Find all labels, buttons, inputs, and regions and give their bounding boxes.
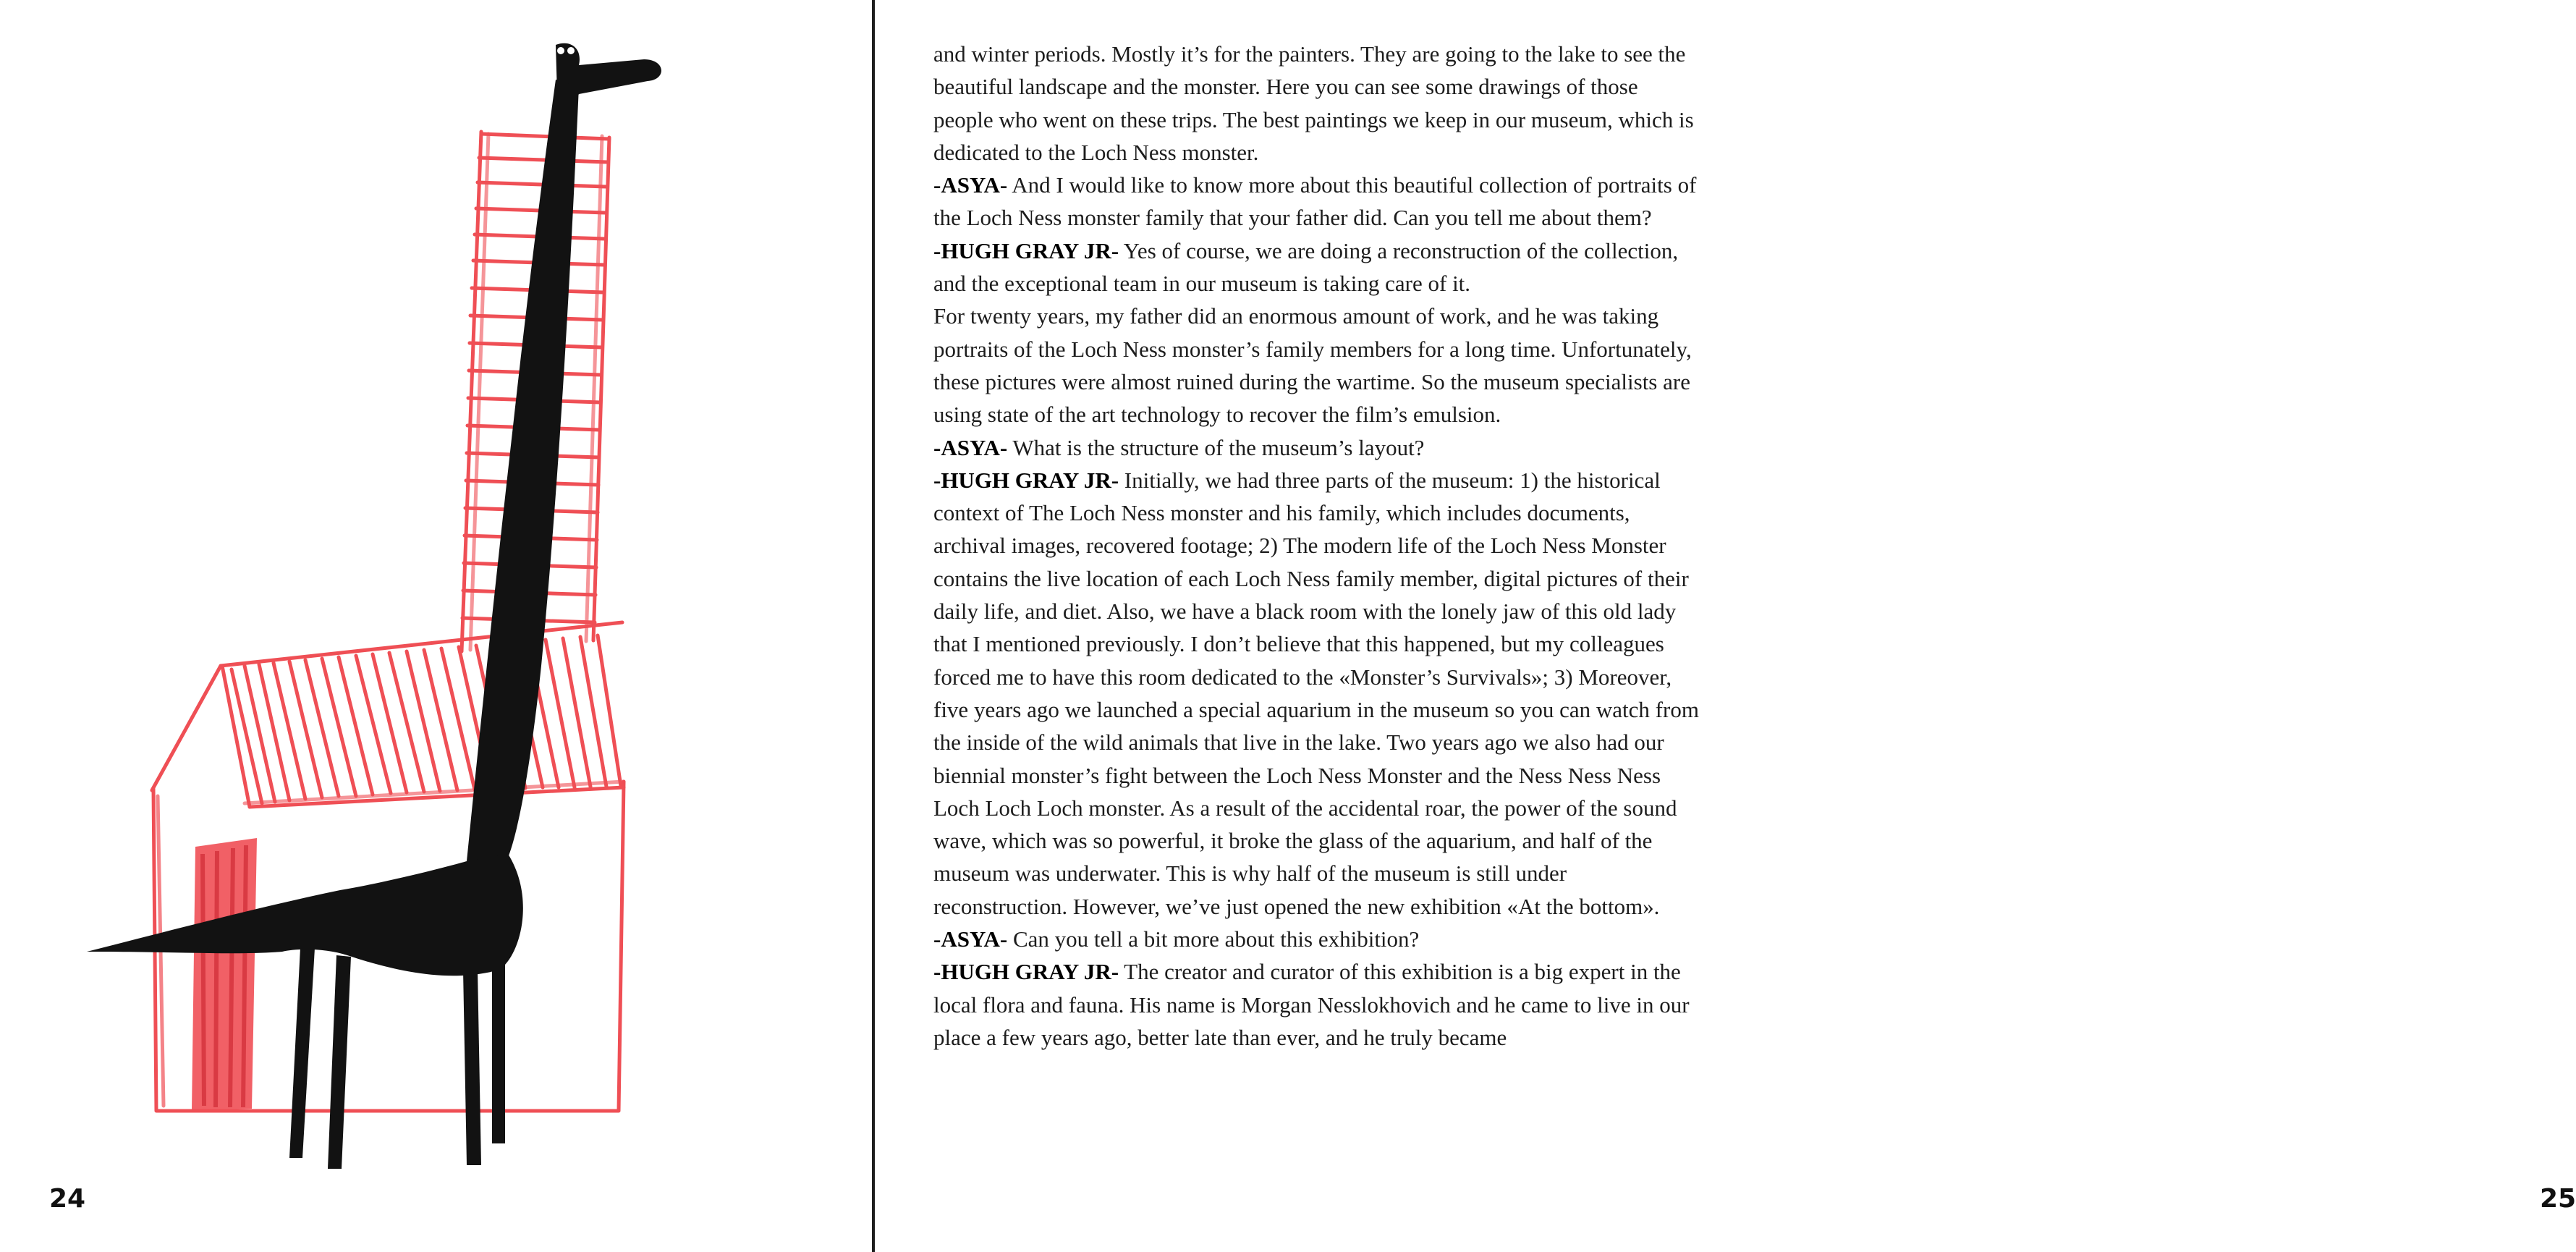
speaker-label-asya: -ASYA- [933, 926, 1008, 952]
speaker-label-hugh-gray: -HUGH GRAY JR- [933, 467, 1119, 493]
question-paragraph [933, 431, 1702, 464]
speaker-label-hugh-gray: -HUGH GRAY JR- [933, 959, 1119, 985]
answer-paragraph [933, 234, 1702, 300]
book-gutter [872, 0, 875, 1252]
question-paragraph [933, 923, 1702, 955]
page-number-left: 24 [49, 1184, 86, 1214]
paragraph-continued: and winter periods. Mostly it’s for the painters. They are going to the lake to see the beautiful landscape and the monster. Here you can see some drawings of those people who went on these trips. The best paintings we keep in our museum, which is dedicated to the Loch Ness monster. [933, 41, 1694, 165]
speaker-label-asya: -ASYA- [933, 434, 1008, 460]
question-paragraph [933, 169, 1702, 234]
answer-text: Initially, we had three parts of the museum: 1) the historical context of The Loch Ness monster and his family, which includes documents, archival images, recovered footage; 2) The modern life of the Loch Ness Monster contains the live location of each Loch Ness family member, digital pictures of their daily life, and diet. Also, we have a black room with the lonely jaw of this old lady that I mentioned previously. I don’t believe that this happened, but my colleagues forced me to have this room dedicated to the «Monster’s Survivals»; 3) Moreover, five years ago we launched a special aquarium in the museum so you can watch from the inside of the wild animals that live in the lake. Two years ago we also had our biennial monster’s fight between the Loch Ness Monster and the Ness Ness Ness Loch Loch Loch monster. As a result of the accidental roar, the power of the sound wave, which was so powerful, it broke the glass of the aquarium, and half of the museum was underwater. This is why half of the museum is still under reconstruction. However, we’ve just opened the new exhibition «At the bottom». [933, 467, 1699, 919]
door-drawing [192, 838, 257, 1110]
answer-paragraph [933, 464, 1702, 923]
answer-paragraph-continued: For twenty years, my father did an enormous amount of work, and he was taking portraits of the Loch Ness monster’s family members for a long time. Unfortunately, these pictures were almost ruined during the wartime. So the museum specialists are using state of the art technology to recover the film’s emulsion. [933, 303, 1692, 428]
answer-text: The creator and curator of this exhibition is a big expert in the local flora and fauna. His name is Morgan Nesslokhovich and he came to live in our place a few years ago, better late than ever, and he truly became [933, 959, 1690, 1050]
question-text: What is the structure of the museum’s layout? [1007, 434, 1425, 460]
answer-paragraph [933, 955, 1702, 1054]
left-page [0, 0, 873, 1252]
question-text: Can you tell a bit more about this exhibition? [1007, 926, 1420, 952]
speaker-label-hugh-gray: -HUGH GRAY JR- [933, 237, 1119, 263]
page-number-right: 25 [2540, 1184, 2576, 1214]
speaker-label-asya: -ASYA- [933, 172, 1008, 198]
monster-house-illustration [72, 29, 724, 1187]
question-text: And I would like to know more about this beautiful collection of portraits of the Loch Ness monster family that your father did. Can you tell me about them? [933, 172, 1697, 231]
interview-text [933, 38, 1702, 1054]
answer-text: Yes of course, we are doing a reconstruction of the collection, and the exceptional team in our museum is taking care of it. [933, 237, 1679, 297]
